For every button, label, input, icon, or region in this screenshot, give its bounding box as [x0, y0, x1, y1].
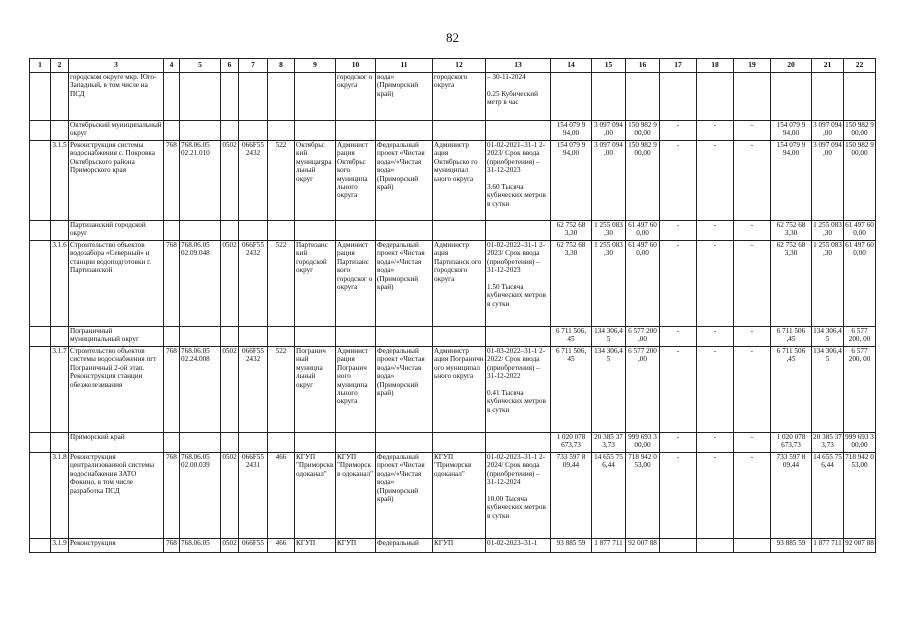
- table-cell: 3 097 094 ,00: [592, 141, 626, 221]
- table-cell: 134 306,4 5: [592, 347, 626, 433]
- table-cell: Федеральный проект «Чистая вода»/«Чистая вода» (Приморский край): [376, 347, 433, 433]
- table-cell: [486, 121, 551, 141]
- table-cell: 768: [164, 241, 180, 327]
- table-cell: Погранич ный муницпа льный округ: [295, 347, 336, 433]
- table-cell: 150 982 9 00,00: [844, 121, 876, 141]
- table-cell: 20 385 37 3,73: [592, 433, 626, 453]
- header-row: [30, 59, 876, 73]
- table-cell: [376, 327, 433, 347]
- table-cell: 3.1.8: [51, 453, 69, 539]
- table-cell: -: [697, 141, 734, 221]
- header-cell: 15: [592, 59, 626, 73]
- table-cell: [30, 347, 51, 433]
- table-cell: [268, 121, 295, 141]
- table-cell: КГУП: [295, 539, 336, 553]
- table-cell: -: [697, 121, 734, 141]
- table-cell: [336, 327, 376, 347]
- table-cell: [221, 327, 239, 347]
- table-cell: [376, 433, 433, 453]
- table-cell: 150 982 9 00,00: [844, 141, 876, 221]
- table-cell: Администр ация Пограничн ого муниципал ьного округа: [433, 347, 486, 433]
- subtotal-row: [30, 327, 876, 347]
- table-cell: 768: [164, 141, 180, 221]
- header-cell: 9: [295, 59, 336, 73]
- table-cell: [376, 221, 433, 241]
- table-cell: городского округа: [433, 73, 486, 121]
- table-cell: [51, 327, 69, 347]
- table-cell: [164, 221, 180, 241]
- table-row: [30, 241, 876, 327]
- table-cell: Октябрьский муниципальный округ: [69, 121, 164, 141]
- table-cell: 0502: [221, 141, 239, 221]
- table-cell: 768.06.05 02.00.039: [180, 453, 221, 539]
- table-cell: 62 752 68 3,30: [771, 221, 812, 241]
- table-cell: 14 655 75 6,44: [592, 453, 626, 539]
- table-cell: 01-02-2021–31-1 2-2023/ Срок ввода (приобретения) – 31-12-2023 3.60 Тысяча кубических метров в сутки: [486, 141, 551, 221]
- table-cell: 93 885 59: [551, 539, 592, 553]
- table-cell: [51, 221, 69, 241]
- table-cell: 066F55 2432: [239, 141, 268, 221]
- table-cell: 522: [268, 141, 295, 221]
- table-cell: 154 079 9 94,00: [771, 121, 812, 141]
- table-cell: -: [697, 433, 734, 453]
- table-cell: 92 007 88: [844, 539, 876, 553]
- table-cell: 1 255 083 ,30: [812, 221, 844, 241]
- table-cell: Строительство объектов водозабора «Северный» и станции водоподготовки г. Партизанской: [69, 241, 164, 327]
- table-cell: 92 007 88: [626, 539, 660, 553]
- table-cell: городском округе мкр. Юго-Западный, в том числе на ПСД: [69, 73, 164, 121]
- table-row: [30, 73, 876, 121]
- table-cell: 134 306,4 5: [592, 327, 626, 347]
- table-cell: -: [734, 453, 771, 539]
- table-cell: 61 497 60 0,00: [626, 241, 660, 327]
- table-cell: -: [697, 327, 734, 347]
- table-cell: [295, 327, 336, 347]
- header-cell: 14: [551, 59, 592, 73]
- table-cell: [239, 327, 268, 347]
- table-cell: 01-02-2023–31-1: [486, 539, 551, 553]
- header-cell: 21: [812, 59, 844, 73]
- header-cell: 1: [30, 59, 51, 73]
- table-cell: 6 711 506, 45: [551, 347, 592, 433]
- table-cell: [30, 221, 51, 241]
- table-cell: [51, 433, 69, 453]
- table-cell: 62 752 68 3,30: [771, 241, 812, 327]
- subtotal-row: [30, 433, 876, 453]
- table-cell: [771, 73, 812, 121]
- table-row: [30, 539, 876, 553]
- table-cell: 768: [164, 347, 180, 433]
- table-row: [30, 347, 876, 433]
- table-cell: Админист рация Партизанс кого городског о округа: [336, 241, 376, 327]
- table-cell: 1 877 711: [812, 539, 844, 553]
- table-cell: КГУП "Приморскв одоканал": [295, 453, 336, 539]
- table-cell: Партизанский городской округ: [69, 221, 164, 241]
- data-table: [29, 58, 876, 553]
- table-cell: [295, 73, 336, 121]
- header-cell: 5: [180, 59, 221, 73]
- table-cell: -: [734, 347, 771, 433]
- table-cell: 93 885 59: [771, 539, 812, 553]
- table-cell: 718 942 0 53,00: [844, 453, 876, 539]
- table-cell: 1 255 083 ,30: [592, 221, 626, 241]
- table-cell: 733 597 8 09,44: [771, 453, 812, 539]
- table-cell: 066F55 2432: [239, 347, 268, 433]
- table-cell: 20 385 37 3,73: [812, 433, 844, 453]
- page-number: 82: [446, 30, 459, 45]
- table-cell: [180, 327, 221, 347]
- table-cell: 6 711 506 ,45: [771, 327, 812, 347]
- table-cell: [734, 539, 771, 553]
- table-cell: -: [660, 121, 697, 141]
- table-cell: [268, 327, 295, 347]
- table-cell: [164, 121, 180, 141]
- header-cell: 17: [660, 59, 697, 73]
- table-cell: [239, 121, 268, 141]
- table-cell: 6 577 200 ,00: [626, 327, 660, 347]
- table-cell: 768.06.05 02.21.010: [180, 141, 221, 221]
- header-cell: 20: [771, 59, 812, 73]
- table-cell: [221, 121, 239, 141]
- table-cell: 3 097 094 ,00: [812, 141, 844, 221]
- table-cell: КГУП: [336, 539, 376, 553]
- table-cell: -: [734, 433, 771, 453]
- table-cell: 61 497 60 0,00: [626, 221, 660, 241]
- table-cell: [844, 73, 876, 121]
- table-cell: -: [734, 221, 771, 241]
- table-cell: [660, 539, 697, 553]
- table-cell: [30, 539, 51, 553]
- table-cell: Федеральный проект «Чистая вода»/«Чистая вода» (Приморский край): [376, 241, 433, 327]
- header-cell: 16: [626, 59, 660, 73]
- table-cell: [486, 221, 551, 241]
- table-cell: Реконструкция: [69, 539, 164, 553]
- header-cell: 2: [51, 59, 69, 73]
- header-cell: 12: [433, 59, 486, 73]
- table-cell: [433, 433, 486, 453]
- table-cell: 01-02-2023–31-1 2-2024/ Срок ввода (приобретения) – 31-12-2024 10.00 Тысяча кубических метров в сутки: [486, 453, 551, 539]
- table-cell: [180, 73, 221, 121]
- table-cell: 0502: [221, 453, 239, 539]
- table-cell: КГУП "Приморскв одоканал": [433, 453, 486, 539]
- table-cell: 154 079 9 94,00: [551, 141, 592, 221]
- table-cell: [221, 221, 239, 241]
- table-cell: 150 982 9 00,00: [626, 141, 660, 221]
- table-cell: 154 079 9 94,00: [771, 141, 812, 221]
- table-cell: Приморский край: [69, 433, 164, 453]
- table-cell: 768.06.05: [180, 539, 221, 553]
- table-cell: -: [734, 121, 771, 141]
- table-cell: [295, 433, 336, 453]
- header-cell: 13: [486, 59, 551, 73]
- table-cell: [486, 327, 551, 347]
- table-cell: 3.1.6: [51, 241, 69, 327]
- table-cell: [268, 73, 295, 121]
- table-cell: [433, 121, 486, 141]
- table-cell: [697, 539, 734, 553]
- table-cell: 1 020 078 673,73: [551, 433, 592, 453]
- table-cell: [30, 73, 51, 121]
- table-cell: [239, 73, 268, 121]
- table-cell: Реконструкция системы водоснабжения с. Покровка Октябрьского района Приморского края: [69, 141, 164, 221]
- table-cell: 134 306,4 5: [812, 327, 844, 347]
- header-cell: 10: [336, 59, 376, 73]
- table-cell: Админист рация Октябрьс кого муниципа льного округа: [336, 141, 376, 221]
- table-cell: [268, 433, 295, 453]
- table-cell: КГУП "Приморскв одоканал": [336, 453, 376, 539]
- table-cell: Администр ация Октябрьско го муниципал ьного округа: [433, 141, 486, 221]
- table-cell: [551, 73, 592, 121]
- table-cell: -: [660, 347, 697, 433]
- table-cell: [295, 221, 336, 241]
- table-cell: [51, 121, 69, 141]
- table-cell: 3.1.5: [51, 141, 69, 221]
- table-cell: Строительство объектов системы водоснабжения пгт Пограничный 2-ой этап. Реконструкция станции обезжелезивания: [69, 347, 164, 433]
- table-cell: 154 079 9 94,00: [551, 121, 592, 141]
- table-cell: [30, 141, 51, 221]
- table-cell: городског о округа: [336, 73, 376, 121]
- table-cell: [626, 73, 660, 121]
- table-cell: 3 097 094 ,00: [592, 121, 626, 141]
- table-cell: вода» (Приморский край): [376, 73, 433, 121]
- table-cell: 14 655 75 6,44: [812, 453, 844, 539]
- table-cell: 066F55 2432: [239, 241, 268, 327]
- table-cell: КГУП: [433, 539, 486, 553]
- table-cell: 1 255 083 ,30: [592, 241, 626, 327]
- table-cell: -: [697, 453, 734, 539]
- table-cell: 6 577 200, 00: [844, 347, 876, 433]
- table-cell: 6 577 200, 00: [844, 327, 876, 347]
- table-cell: [697, 73, 734, 121]
- table-cell: 62 752 68 3,30: [551, 241, 592, 327]
- header-cell: 19: [734, 59, 771, 73]
- table-cell: Пограничный муниципальный округ: [69, 327, 164, 347]
- table-cell: [221, 73, 239, 121]
- table-cell: -: [660, 327, 697, 347]
- subtotal-row: [30, 221, 876, 241]
- table-cell: 1 020 078 673,73: [771, 433, 812, 453]
- table-cell: [486, 433, 551, 453]
- table-cell: Партизанс кий городской округ: [295, 241, 336, 327]
- table-cell: 134 306,4 5: [812, 347, 844, 433]
- header-cell: 6: [221, 59, 239, 73]
- table-cell: -: [734, 327, 771, 347]
- table-cell: 768: [164, 453, 180, 539]
- table-cell: Октябрьс кий муницargpa льный округ: [295, 141, 336, 221]
- table-cell: Федеральный: [376, 539, 433, 553]
- table-cell: 61 497 60 0,00: [844, 241, 876, 327]
- table-cell: 62 752 68 3,30: [551, 221, 592, 241]
- table-cell: [734, 73, 771, 121]
- table-cell: 768.06.05 02.24.008: [180, 347, 221, 433]
- table-cell: [30, 121, 51, 141]
- header-cell: 4: [164, 59, 180, 73]
- table-cell: [30, 453, 51, 539]
- table-cell: [660, 73, 697, 121]
- table-cell: [180, 121, 221, 141]
- table-cell: 466: [268, 453, 295, 539]
- table-cell: Реконструкция централизованной системы водоснабжения ЗАТО Фокино, в том числе разработка ПСД: [69, 453, 164, 539]
- table-cell: – 30-11-2024 0.25 Кубический метр в час: [486, 73, 551, 121]
- table-cell: 522: [268, 241, 295, 327]
- header-cell: 8: [268, 59, 295, 73]
- table-cell: 3.1.7: [51, 347, 69, 433]
- table-cell: 522: [268, 347, 295, 433]
- table-row: [30, 141, 876, 221]
- table-cell: -: [734, 141, 771, 221]
- table-cell: 6 711 506, 45: [551, 327, 592, 347]
- table-cell: -: [660, 241, 697, 327]
- table-cell: 0502: [221, 539, 239, 553]
- table-cell: [336, 433, 376, 453]
- table-cell: [433, 221, 486, 241]
- table-cell: [592, 73, 626, 121]
- table-cell: 718 942 0 53,00: [626, 453, 660, 539]
- table-cell: -: [697, 347, 734, 433]
- table-cell: [164, 327, 180, 347]
- table-cell: -: [697, 241, 734, 327]
- table-cell: 733 597 8 09,44: [551, 453, 592, 539]
- table-cell: [295, 121, 336, 141]
- table-cell: [433, 327, 486, 347]
- table-cell: -: [660, 221, 697, 241]
- table-cell: [180, 433, 221, 453]
- table-cell: 768: [164, 539, 180, 553]
- table-cell: [164, 73, 180, 121]
- table-cell: 61 497 60 0,00: [844, 221, 876, 241]
- table-cell: Федеральный проект «Чистая вода»/«Чистая вода» (Приморский край): [376, 141, 433, 221]
- table-cell: 768.06.05 02.09.048: [180, 241, 221, 327]
- table-cell: 999 693 3 00,00: [626, 433, 660, 453]
- table-cell: -: [660, 433, 697, 453]
- table-cell: 066F55 2431: [239, 453, 268, 539]
- table-cell: [376, 121, 433, 141]
- table-cell: [221, 433, 239, 453]
- header-cell: 11: [376, 59, 433, 73]
- table-cell: [30, 327, 51, 347]
- table-cell: Федеральный проект «Чистая вода»/«Чистая вода» (Приморский край): [376, 453, 433, 539]
- table-cell: 0502: [221, 347, 239, 433]
- table-cell: [30, 241, 51, 327]
- table-cell: Админист рация Погранич ного муниципа льного округа: [336, 347, 376, 433]
- table-cell: [336, 221, 376, 241]
- table-cell: 6 711 506 ,45: [771, 347, 812, 433]
- table-cell: 3 097 094 ,00: [812, 121, 844, 141]
- table-cell: 999 693 3 00,00: [844, 433, 876, 453]
- header-cell: 22: [844, 59, 876, 73]
- table-cell: [51, 73, 69, 121]
- table-cell: [180, 221, 221, 241]
- header-cell: 3: [69, 59, 164, 73]
- table-cell: -: [697, 221, 734, 241]
- table-cell: 3.1.9: [51, 539, 69, 553]
- table-cell: [30, 433, 51, 453]
- table-cell: 1 255 083 ,30: [812, 241, 844, 327]
- table-cell: -: [660, 453, 697, 539]
- table-cell: 01-02-2022–31-1 2-2023/ Срок ввода (приобретения) – 31-12-2023 1.50 Тысяча кубических метров в сутки: [486, 241, 551, 327]
- table-cell: 466: [268, 539, 295, 553]
- table-cell: Администр ация Партизанск ого городского округа: [433, 241, 486, 327]
- table-cell: -: [660, 141, 697, 221]
- table-cell: -: [734, 241, 771, 327]
- table-cell: 0502: [221, 241, 239, 327]
- table-cell: [336, 121, 376, 141]
- table-cell: [164, 433, 180, 453]
- table-cell: 066F55: [239, 539, 268, 553]
- table-cell: [239, 433, 268, 453]
- table-cell: 150 982 9 00,00: [626, 121, 660, 141]
- table-cell: [239, 221, 268, 241]
- table-cell: 1 877 711: [592, 539, 626, 553]
- header-cell: 7: [239, 59, 268, 73]
- table-cell: [812, 73, 844, 121]
- table-cell: 01-03-2022–31-1 2-2022/ Срок ввода (приобретения) – 31-12-2022 0.41 Тысяча кубических метров в сутки: [486, 347, 551, 433]
- table-row: [30, 453, 876, 539]
- header-cell: 18: [697, 59, 734, 73]
- table-cell: [268, 221, 295, 241]
- table-cell: 6 577 200 ,00: [626, 347, 660, 433]
- subtotal-row: [30, 121, 876, 141]
